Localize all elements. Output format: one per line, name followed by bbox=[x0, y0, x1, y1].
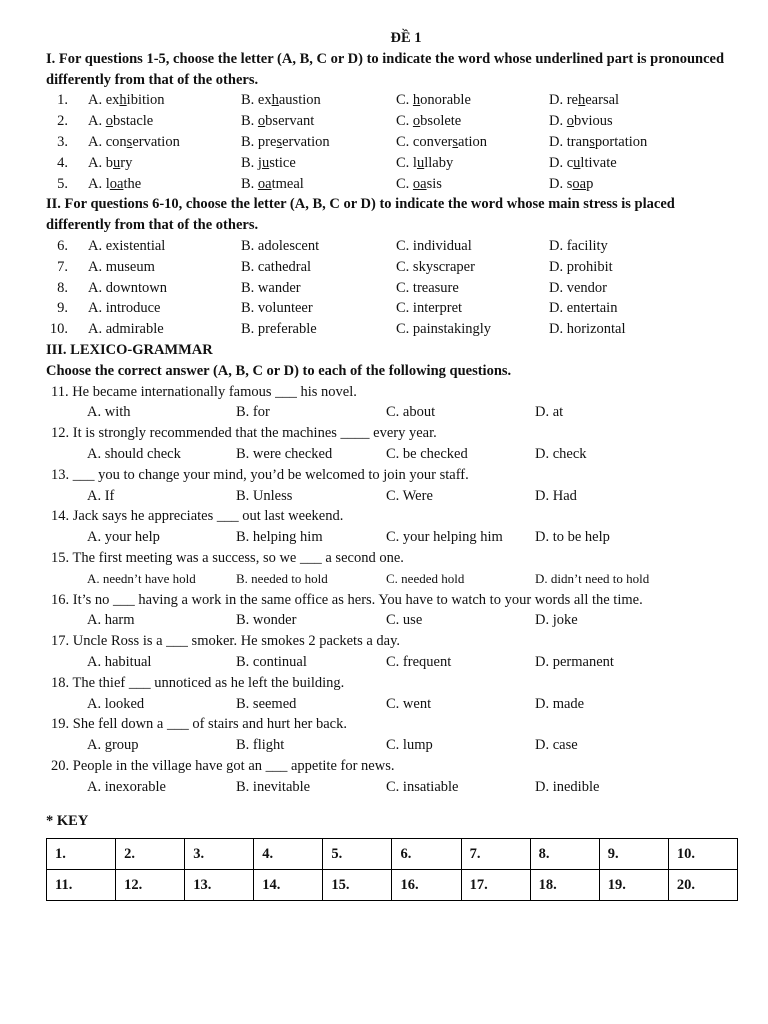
question-stem: 15. The first meeting was a success, so we ___ a second one. bbox=[51, 549, 404, 566]
option-a: A. If bbox=[87, 487, 115, 504]
section2-heading: II. For questions 6-10, choose the letter (A, B, C or D) to indicate the word whose main stress is placed differently from that of the others. bbox=[46, 196, 675, 234]
option-text: B. bbox=[241, 175, 258, 192]
question-stem: 16. It’s no ___ having a work in the same office as hers. You have to watch to your words all the time. bbox=[51, 591, 643, 608]
option-text: bsolete bbox=[420, 113, 462, 130]
option-b: B. preferable bbox=[241, 321, 317, 338]
option-text: portation bbox=[594, 133, 648, 150]
option-c: C. painstakingly bbox=[396, 321, 492, 338]
option-d: D. facility bbox=[549, 237, 608, 254]
underlined-part: o bbox=[105, 113, 113, 130]
option-c bbox=[396, 132, 549, 153]
option-text: ltivate bbox=[580, 154, 617, 171]
option-d bbox=[549, 174, 699, 195]
option-d: D. at bbox=[535, 404, 564, 421]
option-d: D. Had bbox=[535, 487, 577, 504]
option-text: A. b bbox=[88, 154, 113, 171]
page-title: ĐỀ 1 bbox=[390, 30, 422, 46]
worksheet-page bbox=[46, 28, 736, 901]
option-text: A. ex bbox=[88, 92, 120, 109]
underlined-part: u bbox=[261, 154, 270, 171]
question-row bbox=[46, 298, 736, 319]
answer-key-cell[interactable]: 13. bbox=[185, 870, 254, 901]
option-d: D. entertain bbox=[549, 300, 618, 317]
option-d: D. to be help bbox=[535, 529, 610, 546]
option-c: C. individual bbox=[396, 237, 472, 254]
option-a: A. your help bbox=[87, 529, 160, 546]
question-row bbox=[46, 236, 736, 257]
option-d bbox=[549, 111, 699, 132]
option-text: C. conver bbox=[396, 133, 453, 150]
option-b bbox=[241, 174, 396, 195]
option-b bbox=[241, 111, 396, 132]
option-a bbox=[88, 90, 241, 111]
option-c: C. Were bbox=[386, 487, 433, 504]
option-text: A. bbox=[88, 113, 106, 130]
underlined-part: s bbox=[276, 133, 283, 150]
option-text: bservant bbox=[265, 113, 315, 130]
option-text: C. bbox=[396, 175, 413, 192]
option-d bbox=[549, 153, 699, 174]
option-b: B. inevitable bbox=[236, 778, 311, 795]
option-text: A. con bbox=[88, 133, 127, 150]
option-text: B. ex bbox=[241, 92, 272, 109]
option-c bbox=[396, 174, 549, 195]
question-number: 10. bbox=[49, 321, 68, 338]
option-a: A. harm bbox=[87, 612, 135, 629]
option-d: D. check bbox=[535, 445, 587, 462]
question-number: 5. bbox=[57, 175, 68, 192]
question-number: 3. bbox=[57, 133, 68, 150]
underlined-part: oa bbox=[109, 175, 124, 192]
question-row bbox=[46, 174, 736, 195]
option-text: B. pre bbox=[241, 133, 277, 150]
option-text: stice bbox=[269, 154, 296, 171]
question-row bbox=[46, 132, 736, 153]
option-d: D. joke bbox=[535, 612, 578, 629]
question-row bbox=[46, 90, 736, 111]
option-text: tmeal bbox=[271, 175, 304, 192]
option-b: B. helping him bbox=[236, 529, 323, 546]
option-a: A. looked bbox=[87, 695, 145, 712]
option-c: C. interpret bbox=[396, 300, 463, 317]
option-b: B. cathedral bbox=[241, 258, 312, 275]
question-options bbox=[46, 735, 736, 756]
option-text: D. re bbox=[549, 92, 578, 109]
option-d: D. inedible bbox=[535, 778, 600, 795]
option-c: C. lump bbox=[386, 737, 433, 754]
option-c: C. use bbox=[386, 612, 423, 629]
option-d: D. horizontal bbox=[549, 321, 626, 338]
option-text: D. c bbox=[549, 154, 574, 171]
underlined-part: u bbox=[573, 154, 581, 171]
option-text: B. bbox=[241, 113, 258, 130]
question-options bbox=[46, 610, 736, 631]
section1-questions bbox=[46, 90, 736, 194]
answer-key-cell[interactable]: 2. bbox=[116, 839, 185, 870]
option-text: the bbox=[123, 175, 142, 192]
question-stem: 20. People in the village have got an ___ appetite for news. bbox=[51, 757, 395, 774]
question-number: 4. bbox=[57, 154, 68, 171]
option-text: B. j bbox=[241, 154, 262, 171]
section3-heading: III. LEXICO-GRAMMAR bbox=[46, 341, 213, 358]
option-text: bstacle bbox=[112, 113, 154, 130]
answer-key-row bbox=[47, 839, 738, 870]
question-stem: 14. Jack says he appreciates ___ out last weekend. bbox=[51, 508, 344, 525]
option-a bbox=[88, 153, 241, 174]
question-options bbox=[46, 402, 736, 423]
question-options bbox=[46, 444, 736, 465]
underlined-part: s bbox=[126, 133, 133, 150]
question-number: 7. bbox=[57, 258, 68, 275]
option-c bbox=[396, 90, 549, 111]
answer-key-table bbox=[46, 838, 738, 901]
option-text: austion bbox=[278, 92, 321, 109]
option-text: C. bbox=[396, 113, 413, 130]
answer-key-cell[interactable]: 6. bbox=[392, 839, 461, 870]
answer-key-cell[interactable]: 4. bbox=[254, 839, 323, 870]
question-row bbox=[46, 111, 736, 132]
option-a: A. group bbox=[87, 737, 139, 754]
option-c: C. your helping him bbox=[386, 529, 503, 546]
option-a: A. existential bbox=[88, 237, 166, 254]
option-b: B. seemed bbox=[236, 695, 297, 712]
underlined-part: s bbox=[452, 133, 459, 150]
question-row bbox=[46, 319, 736, 340]
section3-questions bbox=[46, 382, 736, 798]
option-b bbox=[241, 132, 396, 153]
option-b: B. adolescent bbox=[241, 237, 320, 254]
question-options bbox=[46, 527, 736, 548]
option-d: D. vendor bbox=[549, 279, 607, 296]
option-text: D. s bbox=[549, 175, 573, 192]
question-row bbox=[46, 153, 736, 174]
option-a: A. museum bbox=[88, 258, 155, 275]
underlined-part: o bbox=[566, 113, 574, 130]
option-d: D. prohibit bbox=[549, 258, 613, 275]
option-c: C. skyscraper bbox=[396, 258, 475, 275]
underlined-part: oa bbox=[412, 175, 427, 192]
option-b: B. volunteer bbox=[241, 300, 313, 317]
option-a: A. needn’t have hold bbox=[87, 570, 196, 586]
option-a: A. with bbox=[87, 404, 131, 421]
option-a: A. inexorable bbox=[87, 778, 166, 795]
answer-key-cell[interactable]: 15. bbox=[323, 870, 392, 901]
option-a: A. downtown bbox=[88, 279, 167, 296]
option-a bbox=[88, 174, 241, 195]
section1-heading: I. For questions 1-5, choose the letter (A, B, C or D) to indicate the word whose underlined part is pronounced differently from that of the others. bbox=[46, 50, 725, 88]
answer-key-cell[interactable]: 19. bbox=[599, 870, 668, 901]
underlined-part: h bbox=[119, 92, 127, 109]
answer-key-cell[interactable]: 3. bbox=[185, 839, 254, 870]
question-number: 8. bbox=[57, 279, 68, 296]
option-c: C. treasure bbox=[396, 279, 459, 296]
option-text: C. l bbox=[396, 154, 417, 171]
option-text: C. bbox=[396, 92, 413, 109]
option-text: llaby bbox=[424, 154, 454, 171]
option-d bbox=[549, 132, 699, 153]
option-b: B. flight bbox=[236, 737, 285, 754]
answer-key-cell[interactable]: 20. bbox=[668, 870, 737, 901]
answer-key-cell[interactable]: 8. bbox=[530, 839, 599, 870]
answer-key-cell[interactable]: 12. bbox=[116, 870, 185, 901]
answer-key-cell[interactable]: 11. bbox=[47, 870, 116, 901]
option-c bbox=[396, 111, 549, 132]
option-b: B. wonder bbox=[236, 612, 297, 629]
question-stem: 11. He became internationally famous ___ his novel. bbox=[51, 383, 357, 400]
option-b: B. wander bbox=[241, 279, 301, 296]
option-text: earsal bbox=[585, 92, 620, 109]
option-b: B. were checked bbox=[236, 445, 333, 462]
option-c: C. insatiable bbox=[386, 778, 459, 795]
question-number: 6. bbox=[57, 237, 68, 254]
question-options bbox=[46, 652, 736, 673]
underlined-part: u bbox=[416, 154, 425, 171]
question-stem: 12. It is strongly recommended that the machines ____ every year. bbox=[51, 425, 437, 442]
question-options bbox=[46, 777, 736, 798]
option-c: C. frequent bbox=[386, 653, 452, 670]
option-d bbox=[549, 90, 699, 111]
answer-key-cell[interactable]: 17. bbox=[461, 870, 530, 901]
question-options bbox=[46, 694, 736, 715]
option-b: B. for bbox=[236, 404, 270, 421]
underlined-part: h bbox=[578, 92, 586, 109]
option-b: B. continual bbox=[236, 653, 307, 670]
answer-key-cell[interactable]: 16. bbox=[392, 870, 461, 901]
option-text: ry bbox=[120, 154, 133, 171]
option-a: A. habitual bbox=[87, 653, 152, 670]
option-text: ibition bbox=[126, 92, 165, 109]
answer-key-row bbox=[47, 870, 738, 901]
option-a: A. should check bbox=[87, 445, 181, 462]
question-stem: 18. The thief ___ unnoticed as he left the building. bbox=[51, 674, 345, 691]
question-stem: 19. She fell down a ___ of stairs and hurt her back. bbox=[51, 716, 347, 733]
option-text: onorable bbox=[420, 92, 471, 109]
underlined-part: o bbox=[412, 113, 421, 130]
option-text: D. bbox=[549, 113, 567, 130]
option-text: ervation bbox=[132, 133, 180, 150]
question-number: 2. bbox=[57, 113, 68, 130]
option-text: sis bbox=[426, 175, 442, 192]
option-d: D. permanent bbox=[535, 653, 614, 670]
option-text: D. tran bbox=[549, 133, 590, 150]
option-d: D. didn’t need to hold bbox=[535, 570, 650, 586]
answer-key-cell[interactable]: 5. bbox=[323, 839, 392, 870]
option-a bbox=[88, 132, 241, 153]
option-a: A. introduce bbox=[88, 300, 161, 317]
underlined-part: s bbox=[589, 133, 595, 150]
question-number: 1. bbox=[57, 92, 68, 109]
option-a bbox=[88, 111, 241, 132]
underlined-part: h bbox=[271, 92, 279, 109]
option-c: C. went bbox=[386, 695, 432, 712]
question-options bbox=[46, 569, 736, 590]
option-text: bvious bbox=[573, 113, 613, 130]
option-b: B. needed to hold bbox=[236, 570, 328, 586]
option-d: D. made bbox=[535, 695, 585, 712]
underlined-part: h bbox=[412, 92, 421, 109]
underlined-part: oa bbox=[572, 175, 587, 192]
question-stem: 17. Uncle Ross is a ___ smoker. He smokes 2 packets a day. bbox=[51, 633, 401, 650]
underlined-part: oa bbox=[257, 175, 272, 192]
question-stem: 13. ___ you to change your mind, you’d be welcomed to join your staff. bbox=[51, 466, 469, 483]
answer-key-cell[interactable]: 9. bbox=[599, 839, 668, 870]
question-options bbox=[46, 486, 736, 507]
underlined-part: o bbox=[257, 113, 266, 130]
option-text: A. l bbox=[88, 175, 110, 192]
option-c: C. be checked bbox=[386, 445, 468, 462]
option-c bbox=[396, 153, 549, 174]
option-b: B. Unless bbox=[236, 487, 293, 504]
option-d: D. case bbox=[535, 737, 578, 754]
option-a: A. admirable bbox=[88, 321, 164, 338]
answer-key-cell[interactable]: 1. bbox=[47, 839, 116, 870]
key-label: * KEY bbox=[46, 813, 89, 830]
question-number: 9. bbox=[57, 300, 68, 317]
answer-key-cell[interactable]: 18. bbox=[530, 870, 599, 901]
option-b bbox=[241, 153, 396, 174]
option-c: C. needed hold bbox=[386, 570, 465, 586]
underlined-part: u bbox=[112, 154, 121, 171]
option-c: C. about bbox=[386, 404, 436, 421]
option-text: ervation bbox=[282, 133, 330, 150]
section3-instruction: Choose the correct answer (A, B, C or D) to each of the following questions. bbox=[46, 362, 512, 379]
answer-key-cell[interactable]: 7. bbox=[461, 839, 530, 870]
answer-key-cell[interactable]: 14. bbox=[254, 870, 323, 901]
option-text: p bbox=[586, 175, 594, 192]
option-b bbox=[241, 90, 396, 111]
section2-questions bbox=[46, 236, 736, 340]
answer-key-cell[interactable]: 10. bbox=[668, 839, 737, 870]
question-row bbox=[46, 278, 736, 299]
option-text: ation bbox=[458, 133, 488, 150]
question-row bbox=[46, 257, 736, 278]
